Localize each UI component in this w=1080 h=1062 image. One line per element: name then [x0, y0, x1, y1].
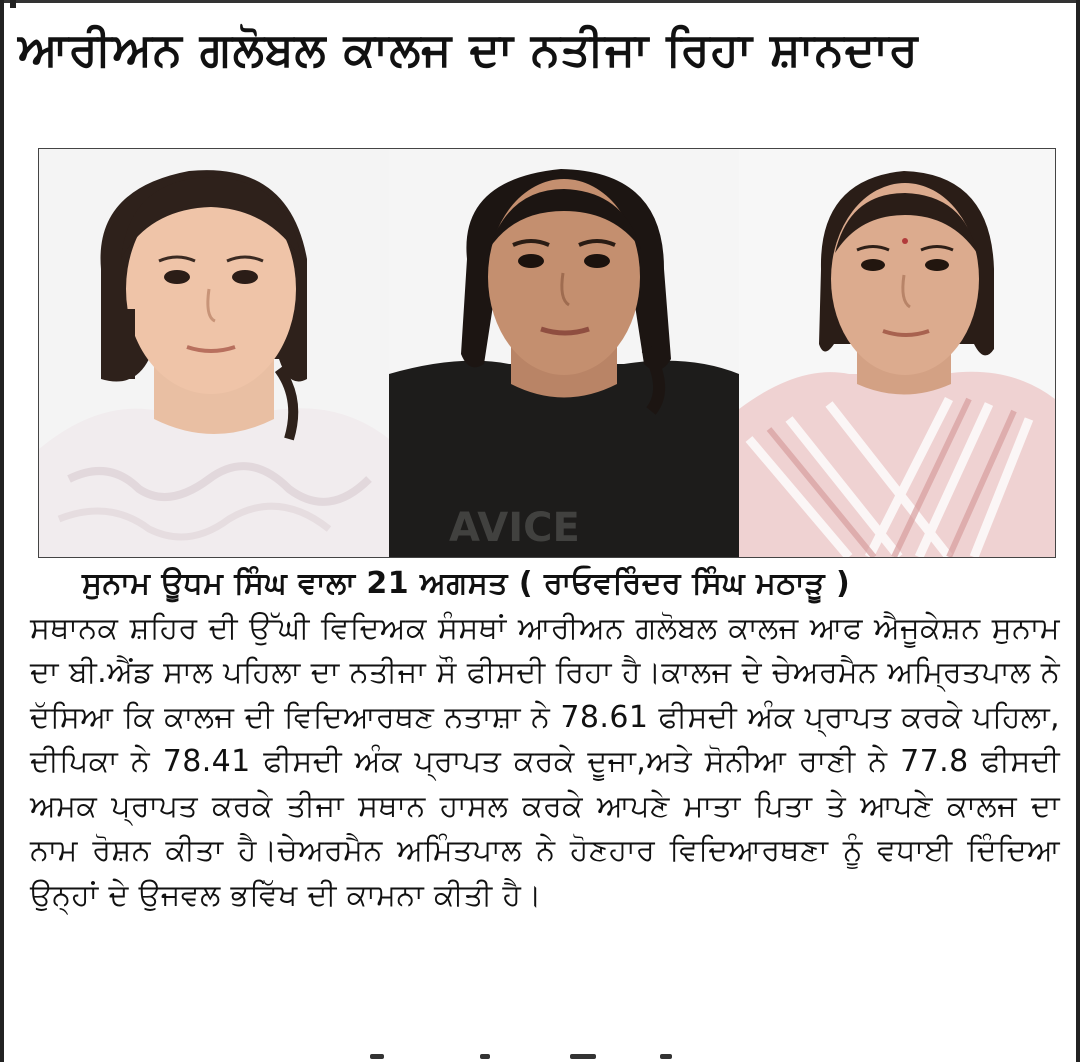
- student-portrait-1: [39, 149, 389, 557]
- bottom-fragment: [360, 1052, 700, 1062]
- dateline: ਸੁਨਾਮ ਊਧਮ ਸਿੰਘ ਵਾਲਾ 21 ਅਗਸਤ ( ਰਾਓਵਰਿੰਦਰ ਸਿੰਘ ਮਠਾੜੂ ): [82, 566, 851, 601]
- left-border: [0, 0, 4, 1062]
- article-text: ਸਥਾਨਕ ਸ਼ਹਿਰ ਦੀ ਉੱਘੀ ਵਿਦਿਅਕ ਸੰਸਥਾਂ ਆਰੀਅਨ ਗਲੋਬਲ ਕਾਲਜ ਆਫ ਐਜੂਕੇਸ਼ਨ ਸੁਨਾਮ ਦਾ ਬੀ.ਐਂਡ ਸਾਲ ਪਹਿਲਾ ਦਾ ਨਤੀਜਾ ਸੌ ਫੀਸਦੀ ਰਿਹਾ ਹੈ।ਕਾਲਜ ਦੇ ਚੇਅਰਮੈਨ ਅਮ੍ਰਿਤਪਾਲ ਨੇ ਦੱਸਿਆ ਕਿ ਕਾਲਜ ਦੀ ਵਿਦਿਆਰਥਣ ਨਤਾਸ਼ਾ ਨੇ 78.61 ਫੀਸਦੀ ਅੰਕ ਪ੍ਰਾਪਤ ਕਰਕੇ ਪਹਿਲਾ, ਦੀਪਿਕਾ ਨੇ 78.41 ਫੀਸਦੀ ਅੰਕ ਪ੍ਰਾਪਤ ਕਰਕੇ ਦੂਜਾ,ਅਤੇ ਸੋਨੀਆ ਰਾਣੀ ਨੇ 77.8 ਫੀਸਦੀ ਅਮਕ ਪ੍ਰਾਪਤ ਕਰਕੇ ਤੀਜਾ ਸਥਾਨ ਹਾਸਲ ਕਰਕੇ ਆਪਣੇ ਮਾਤਾ ਪਿਤਾ ਤੇ ਆਪਣੇ ਕਾਲਜ ਦਾ ਨਾਮ ਰੋਸ਼ਨ ਕੀਤਾ ਹੈ।ਚੇਅਰਮੈਨ ਅਮਿੰਤਪਾਲ ਨੇ ਹੋਣਹਾਰ ਵਿਦਿਆਰਥਣਾ ਨੂੰ ਵਧਾਈ ਦਿੰਦਿਆ ਉਨ੍ਹਾਂ ਦੇ ਉਜਵਲ ਭਵਿੱਖ ਦੀ ਕਾਮਨਾ ਕੀਤੀ ਹੈ।: [30, 610, 1060, 913]
- portrait-2-image: [389, 149, 739, 557]
- article-body: [30, 562, 1060, 918]
- student-portrait-3: [739, 149, 1055, 557]
- portrait-3-image: [739, 149, 1055, 557]
- portrait-1-image: [39, 149, 389, 557]
- student-portrait-2: [389, 149, 739, 557]
- top-rule: [0, 0, 1080, 3]
- top-mark: [10, 0, 16, 8]
- right-border: [1076, 0, 1080, 1062]
- headline: ਆਰੀਅਨ ਗਲੋਬਲ ਕਾਲਜ ਦਾ ਨਤੀਜਾ ਰਿਹਾ ਸ਼ਾਨਦਾਰ: [18, 22, 919, 76]
- svg-text:AVICE: AVICE: [449, 505, 580, 551]
- photo-strip: [38, 148, 1056, 558]
